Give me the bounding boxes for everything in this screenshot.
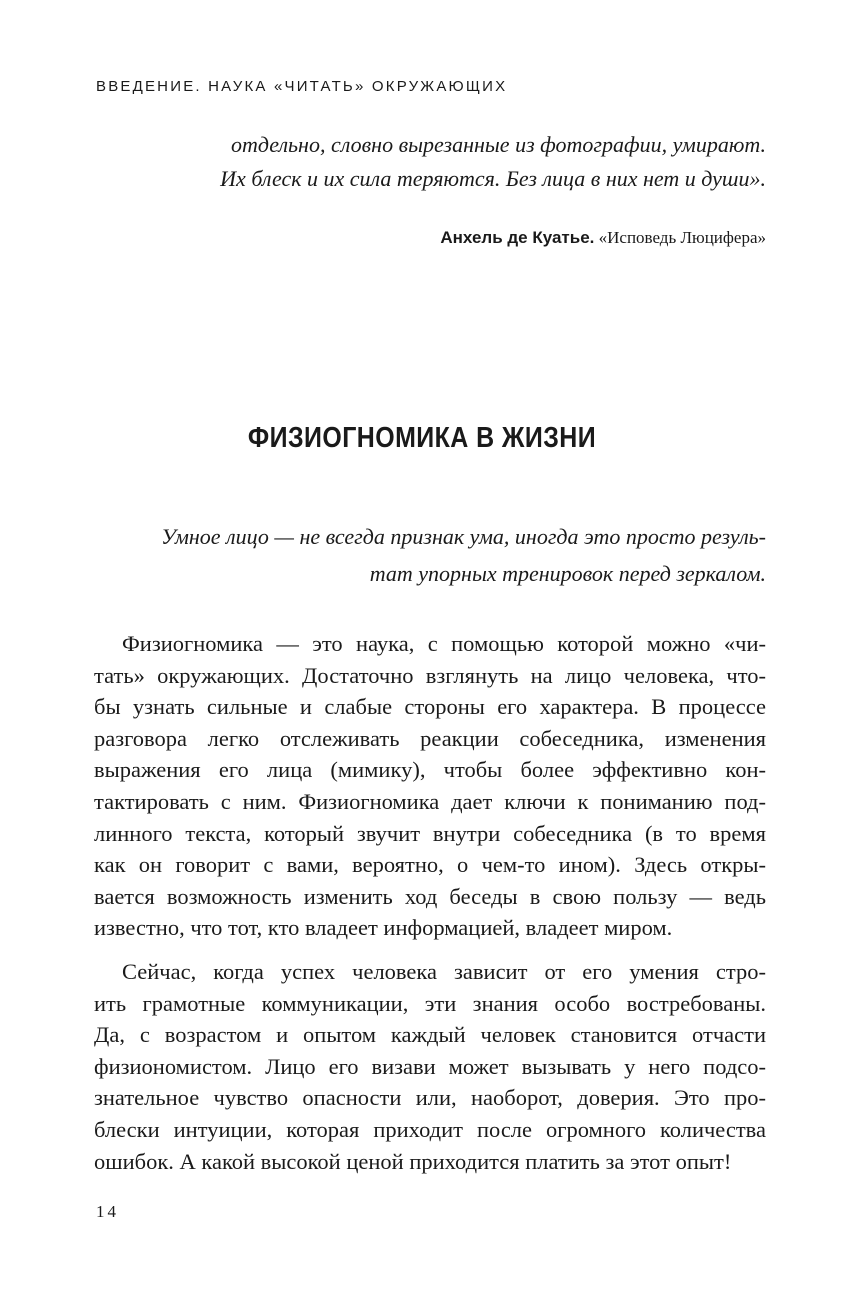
- paragraph-line: бы узнать сильные и слабые стороны его характера. В процессе: [94, 694, 766, 720]
- section-epigraph: [161, 518, 766, 592]
- running-head: ВВЕДЕНИЕ. НАУКА «ЧИТАТЬ» ОКРУЖАЮЩИХ: [96, 78, 508, 95]
- paragraph: [94, 956, 766, 1177]
- paragraph-line: тактировать с ним. Физиогномика дает ключи к пониманию под-: [94, 788, 766, 814]
- epigraph-top-line: отдельно, словно вырезанные из фотографии, умирают.: [230, 132, 766, 157]
- epigraph-top: [220, 128, 766, 196]
- body-text: [94, 628, 766, 1177]
- attribution-work: «Исповедь Люцифера»: [598, 228, 766, 247]
- paragraph-line: Да, с возрастом и опытом каждый человек становится отчасти: [94, 1022, 766, 1048]
- paragraph-line: тать» окружающих. Достаточно взглянуть на лицо человека, что-: [94, 662, 766, 688]
- paragraph-line: как он говорит с вами, вероятно, о чем-то ином). Здесь откры-: [94, 852, 766, 878]
- section-title: ФИЗИОГНОМИКА В ЖИЗНИ: [247, 422, 597, 454]
- section-epigraph-line: Умное лицо — не всегда признак ума, иногда это просто резуль-: [161, 524, 766, 549]
- section-epigraph-line: тат упорных тренировок перед зеркалом.: [369, 561, 766, 586]
- epigraph-top-line: Их блеск и их сила теряются. Без лица в них нет и души».: [220, 166, 766, 191]
- paragraph: [94, 628, 766, 944]
- paragraph-line: ить грамотные коммуникации, эти знания особо востребованы.: [94, 990, 766, 1016]
- paragraph-gap: [94, 944, 766, 956]
- page-number: 14: [96, 1202, 119, 1221]
- paragraph-line: знательное чувство опасности или, наоборот, доверия. Это про-: [94, 1085, 766, 1111]
- epigraph-attribution: [440, 228, 766, 248]
- paragraph-line: вается возможность изменить ход беседы в свою пользу — ведь: [94, 883, 766, 909]
- paragraph-line: известно, что тот, кто владеет информацией, владеет миром.: [94, 915, 673, 941]
- paragraph-line: ошибок. А какой высокой ценой приходится платить за этот опыт!: [94, 1148, 732, 1174]
- paragraph-line: Сейчас, когда успех человека зависит от его умения стро-: [122, 958, 766, 984]
- paragraph-line: Физиогномика — это наука, с помощью которой можно «чи-: [122, 631, 766, 656]
- paragraph-line: выражения его лица (мимику), чтобы более эффективно кон-: [94, 757, 766, 783]
- paragraph-line: разговора легко отслеживать реакции собеседника, изменения: [94, 725, 766, 751]
- paragraph-line: блески интуиции, которая приходит после огромного количества: [94, 1116, 766, 1142]
- paragraph-line: линного текста, который звучит внутри собеседника (в то время: [94, 820, 766, 846]
- attribution-author: Анхель де Куатье.: [440, 228, 595, 247]
- paragraph-line: физиономистом. Лицо его визави может вызывать у него подсо-: [94, 1053, 766, 1079]
